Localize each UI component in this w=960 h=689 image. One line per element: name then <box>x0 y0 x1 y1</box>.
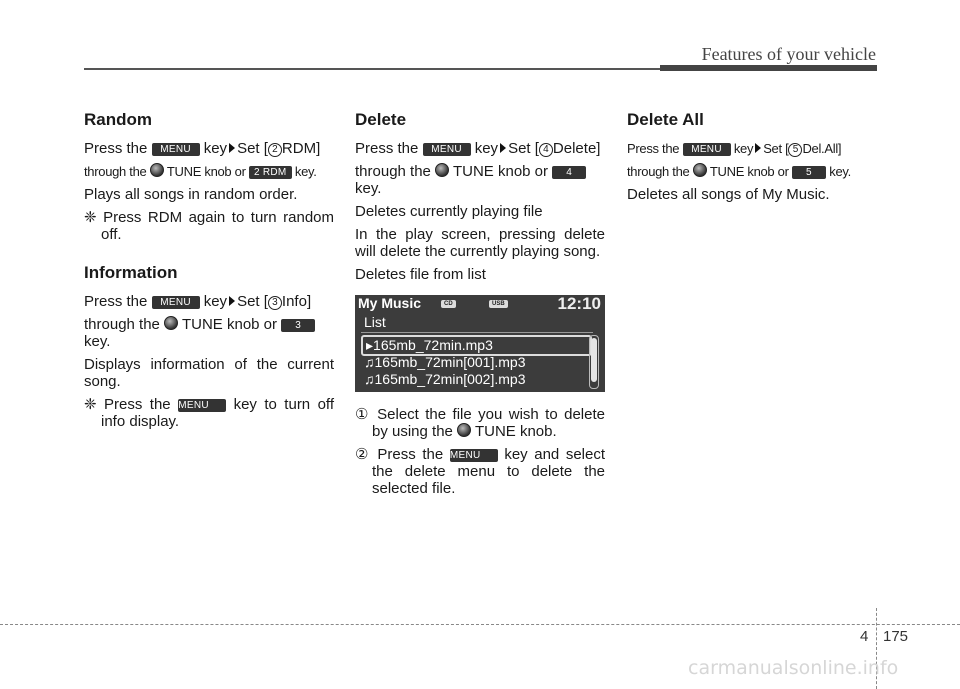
tune-knob-icon <box>457 423 471 437</box>
info-heading: Information <box>84 263 178 282</box>
tune-knob-icon <box>164 316 178 330</box>
delete-heading: Delete <box>355 110 407 129</box>
delete-desc-playscreen: In the play screen, pressing delete will delete the currently playing song. <box>355 226 605 260</box>
menu-key-icon: MENU <box>178 399 226 412</box>
chapter-number: 4 <box>860 628 869 645</box>
file-list-item-selected[interactable]: ▸165mb_72min.mp3 <box>361 335 592 356</box>
my-music-screen <box>355 295 605 392</box>
info-description: Displays information of the current song. <box>84 356 334 390</box>
arrow-right-icon <box>229 143 235 153</box>
tune-knob-icon <box>693 163 707 177</box>
menu-key-icon: MENU <box>152 296 200 309</box>
column-right <box>627 110 879 209</box>
screen-scrollbar[interactable] <box>589 335 599 389</box>
random-heading: Random <box>84 110 152 129</box>
number-4-icon: 4 <box>539 143 553 157</box>
rdm-key-icon: 2 RDM <box>249 166 292 179</box>
delete-instruction-line3: key. <box>355 180 382 197</box>
delete-all-instruction-line2: through the TUNE knob or 5 key. <box>627 164 851 179</box>
arrow-right-icon <box>755 143 761 153</box>
delete-instruction-line1: Press the MENU key Set [ 4 Delete] <box>355 140 601 157</box>
header-rule <box>84 68 662 70</box>
delete-all-key-icon: 5 <box>792 166 826 179</box>
arrow-right-icon <box>500 143 506 153</box>
column-left <box>84 110 334 436</box>
menu-key-icon: MENU <box>450 449 498 462</box>
usb-badge: USB <box>489 300 508 308</box>
delete-desc-list: Deletes file from list <box>355 266 486 283</box>
file-list-item[interactable]: ♫165mb_72min[002].mp3 <box>364 371 526 387</box>
footer-rule <box>0 624 960 625</box>
random-note: ❈ Press RDM again to turn random off. <box>84 209 334 243</box>
tune-knob-icon <box>150 163 164 177</box>
info-note: ❈ Press the MENU key to turn off info display. <box>84 396 335 430</box>
random-instruction-line2: through the TUNE knob or 2 RDM key. <box>84 164 317 179</box>
header-rule-accent <box>660 65 877 71</box>
delete-step-2: ② Press the MENU key and select the delete menu to delete the selected file. <box>355 446 606 497</box>
info-instruction-line2: through the TUNE knob or 3 <box>84 316 334 333</box>
random-instruction-line1: Press the MENU key Set [ 2 RDM] <box>84 140 321 157</box>
scrollbar-thumb[interactable] <box>591 338 597 382</box>
watermark: carmanualsonline.info <box>688 657 899 679</box>
header-title: Features of your vehicle <box>701 44 876 64</box>
info-key-icon: 3 <box>281 319 315 332</box>
tune-knob-icon <box>435 163 449 177</box>
number-5-icon: 5 <box>788 143 802 157</box>
screen-list-label: List <box>364 314 386 330</box>
delete-instruction-line2: through the TUNE knob or 4 <box>355 163 605 180</box>
page-number: 175 <box>883 628 909 645</box>
menu-key-icon: MENU <box>683 143 731 156</box>
screen-divider <box>361 332 593 333</box>
cd-badge: CD <box>441 300 456 308</box>
delete-key-icon: 4 <box>552 166 586 179</box>
column-middle <box>355 110 605 503</box>
info-instruction-line3: key. <box>84 333 111 350</box>
screen-clock: 12:10 <box>557 294 601 313</box>
delete-step-1: ① Select the file you wish to delete by using the TUNE knob. <box>355 406 605 440</box>
file-list-item[interactable]: ♫165mb_72min[001].mp3 <box>364 354 526 370</box>
delete-all-description: Deletes all songs of My Music. <box>627 186 830 203</box>
number-2-icon: 2 <box>268 143 282 157</box>
random-description: Plays all songs in random order. <box>84 186 298 203</box>
info-instruction-line1: Press the MENU key Set [ 3 Info] <box>84 293 312 310</box>
arrow-right-icon <box>229 296 235 306</box>
menu-key-icon: MENU <box>423 143 471 156</box>
delete-all-instruction-line1: Press the MENU key Set [ 5 Del.All] <box>627 141 842 156</box>
delete-all-heading: Delete All <box>627 110 704 129</box>
menu-key-icon: MENU <box>152 143 200 156</box>
screen-title: My Music <box>358 295 422 311</box>
number-3-icon: 3 <box>268 296 282 310</box>
delete-desc-current: Deletes currently playing file <box>355 203 543 220</box>
